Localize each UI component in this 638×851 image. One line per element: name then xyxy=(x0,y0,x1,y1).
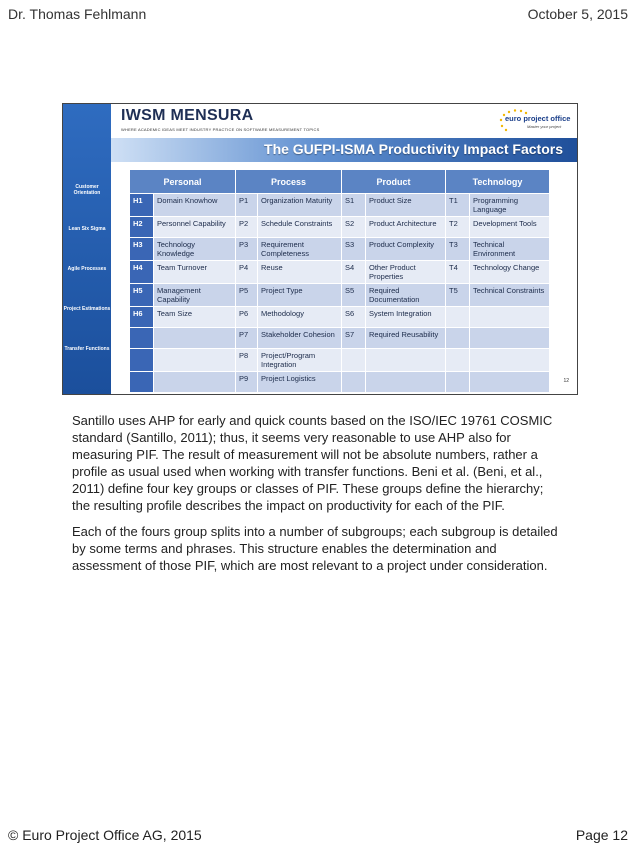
slide-title: The GUFPI-ISMA Productivity Impact Factors xyxy=(264,141,563,157)
table-cell-code: P3 xyxy=(236,238,258,261)
table-cell-factor: Reuse xyxy=(258,261,342,284)
table-cell-code: P6 xyxy=(236,307,258,328)
table-cell-code xyxy=(342,349,366,372)
table-cell-code: S7 xyxy=(342,328,366,349)
slide-sidebar xyxy=(63,104,111,394)
header-product: Product xyxy=(342,170,446,194)
table-cell-factor xyxy=(470,372,550,393)
slide-number: 12 xyxy=(563,378,569,384)
table-row xyxy=(130,238,550,261)
table-cell-code: H5 xyxy=(130,284,154,307)
table-cell-code xyxy=(446,328,470,349)
sidebar-item-agile-processes: Agile Processes xyxy=(67,266,107,272)
table-cell-code: S3 xyxy=(342,238,366,261)
table-cell-factor: Product Complexity xyxy=(366,238,446,261)
sidebar-item-customer-orientation: Customer Orientation xyxy=(73,184,101,196)
table-cell-code: T4 xyxy=(446,261,470,284)
table-cell-factor: Requirement Completeness xyxy=(258,238,342,261)
table-cell-code xyxy=(130,372,154,393)
table-cell-code: T5 xyxy=(446,284,470,307)
table-row xyxy=(130,372,550,393)
body-paragraph-1: Santillo uses AHP for early and quick counts based on the ISO/IEC 19761 COSMIC standard (Santillo, 2011); thus, it seems very reasonable to use AHP also for measuring PIF. The result of measurement will not be absolute numbers, rather a profile as usual used when working with transfer functions. Beni et al. (Beni, et al., 2011) define four key groups or classes of PIF. These groups define the hierarchy; the resulting profile describes the impact on productivity for each of the PIF. xyxy=(72,413,553,513)
table-cell-factor xyxy=(366,372,446,393)
table-cell-code: H6 xyxy=(130,307,154,328)
table-cell-code: S6 xyxy=(342,307,366,328)
table-cell-code: P4 xyxy=(236,261,258,284)
sidebar-item-lean-six-sigma: Lean Six Sigma xyxy=(68,226,106,232)
slide-title-bar xyxy=(111,138,577,162)
table-row xyxy=(130,307,550,328)
table-cell-factor: Project Logistics xyxy=(258,372,342,393)
body-paragraph-2: Each of the fours group splits into a number of subgroups; each subgroup is detailed by some terms and phrases. This structure enables the determination and assessment of those PIF, which are most relevant to a project under consideration. xyxy=(72,524,558,573)
table-row xyxy=(130,217,550,238)
pif-table xyxy=(129,169,550,393)
table-cell-code xyxy=(446,349,470,372)
table-row xyxy=(130,261,550,284)
logo-subtitle: Master your project xyxy=(527,124,562,129)
table-cell-factor: Product Architecture xyxy=(366,217,446,238)
table-cell-factor: Project/Program Integration xyxy=(258,349,342,372)
header-author: Dr. Thomas Fehlmann xyxy=(8,6,147,22)
table-cell-factor: Stakeholder Cohesion xyxy=(258,328,342,349)
sidebar-item-transfer-functions: Transfer Functions xyxy=(64,346,110,352)
footer-page-number: Page 12 xyxy=(575,827,628,843)
table-row xyxy=(130,349,550,372)
table-cell-factor: Required Documentation xyxy=(366,284,446,307)
table-cell-factor: Technical Environment xyxy=(470,238,550,261)
slide-header xyxy=(111,104,577,138)
table-cell-code xyxy=(342,372,366,393)
table-cell-factor xyxy=(154,372,236,393)
table-cell-factor: Technology Knowledge xyxy=(154,238,236,261)
table-cell-factor: Technical Constraints xyxy=(470,284,550,307)
table-cell-factor xyxy=(470,349,550,372)
table-cell-code: P9 xyxy=(236,372,258,393)
table-cell-factor: Programming Language xyxy=(470,194,550,217)
table-row xyxy=(130,284,550,307)
table-cell-factor: System Integration xyxy=(366,307,446,328)
table-cell-code: S4 xyxy=(342,261,366,284)
table-cell-factor: Team Turnover xyxy=(154,261,236,284)
table-cell-factor: Required Reusability xyxy=(366,328,446,349)
header-date: October 5, 2015 xyxy=(527,6,628,22)
logo-text: euro project office xyxy=(505,114,571,123)
table-cell-factor: Technology Change xyxy=(470,261,550,284)
table-cell-code: H1 xyxy=(130,194,154,217)
table-cell-code: H3 xyxy=(130,238,154,261)
table-cell-factor: Domain Knowhow xyxy=(154,194,236,217)
table-cell-code: S2 xyxy=(342,217,366,238)
table-cell-code xyxy=(446,372,470,393)
table-cell-factor: Schedule Constraints xyxy=(258,217,342,238)
table-cell-factor: Methodology xyxy=(258,307,342,328)
header-personal: Personal xyxy=(130,170,236,194)
table-cell-factor xyxy=(470,307,550,328)
table-cell-factor: Other Product Properties xyxy=(366,261,446,284)
table-cell-code xyxy=(130,349,154,372)
table-cell-factor: Organization Maturity xyxy=(258,194,342,217)
table-cell-code xyxy=(446,307,470,328)
table-cell-code: T1 xyxy=(446,194,470,217)
euro-project-office-logo xyxy=(495,108,569,134)
table-cell-factor xyxy=(470,328,550,349)
table-cell-factor xyxy=(154,328,236,349)
table-cell-code: S5 xyxy=(342,284,366,307)
slide-brand: IWSM MENSURA xyxy=(121,107,254,124)
slide-image xyxy=(62,103,578,395)
table-cell-code: H4 xyxy=(130,261,154,284)
table-cell-code: P2 xyxy=(236,217,258,238)
table-cell-code: P8 xyxy=(236,349,258,372)
table-cell-code: T3 xyxy=(446,238,470,261)
table-cell-factor: Management Capability xyxy=(154,284,236,307)
table-cell-code: H2 xyxy=(130,217,154,238)
table-cell-factor: Personnel Capability xyxy=(154,217,236,238)
slide-tagline: WHERE ACADEMIC IDEAS MEET INDUSTRY PRACTICE ON SOFTWARE MEASUREMENT TOPICS xyxy=(121,127,320,132)
table-cell-factor xyxy=(154,349,236,372)
table-cell-factor: Project Type xyxy=(258,284,342,307)
table-cell-factor: Team Size xyxy=(154,307,236,328)
table-cell-code: S1 xyxy=(342,194,366,217)
table-cell-factor: Product Size xyxy=(366,194,446,217)
table-cell-factor xyxy=(366,349,446,372)
table-header-row xyxy=(130,170,550,194)
table-cell-code: P1 xyxy=(236,194,258,217)
table-row xyxy=(130,194,550,217)
table-cell-code: T2 xyxy=(446,217,470,238)
header-process: Process xyxy=(236,170,342,194)
footer-copyright: © Euro Project Office AG, 2015 xyxy=(8,827,202,843)
table-cell-factor: Development Tools xyxy=(470,217,550,238)
table-cell-code xyxy=(130,328,154,349)
table-row xyxy=(130,328,550,349)
table-cell-code: P7 xyxy=(236,328,258,349)
header-technology: Technology xyxy=(446,170,550,194)
sidebar-item-project-estimations: Project Estimations xyxy=(63,306,111,312)
table-cell-code: P5 xyxy=(236,284,258,307)
